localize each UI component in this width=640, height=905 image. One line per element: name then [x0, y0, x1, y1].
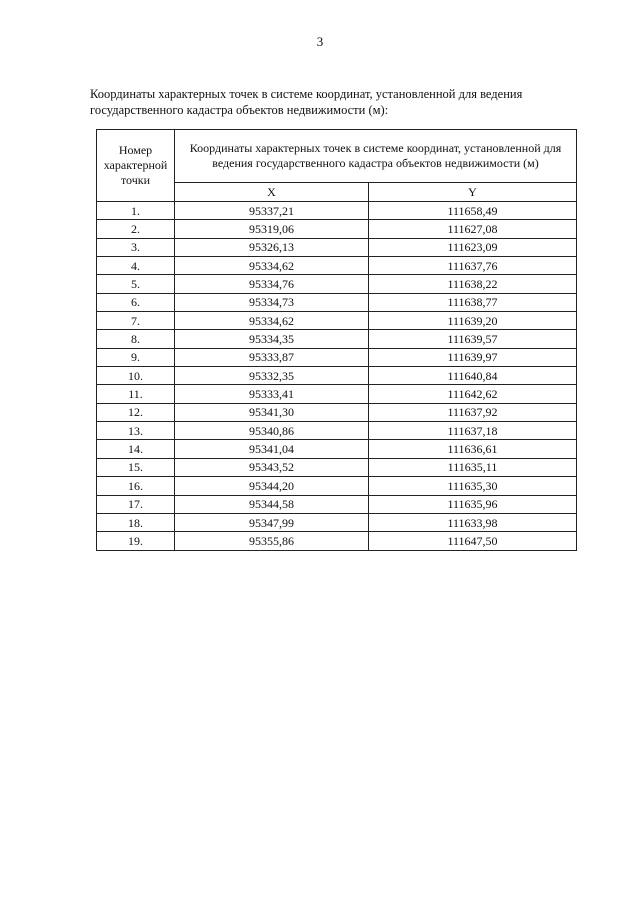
- coordinates-table: [96, 129, 577, 551]
- table-row: [97, 422, 577, 440]
- table-row: [97, 458, 577, 476]
- x-coordinate-cell: 95341,04: [175, 440, 369, 458]
- table-row: [97, 330, 577, 348]
- point-number-cell: 5.: [97, 275, 175, 293]
- y-coordinate-cell: 111636,61: [369, 440, 577, 458]
- x-coordinate-cell: 95337,21: [175, 202, 369, 220]
- table-row: [97, 495, 577, 513]
- point-number-cell: 7.: [97, 312, 175, 330]
- x-coordinate-cell: 95341,30: [175, 403, 369, 421]
- point-number-cell: 10.: [97, 367, 175, 385]
- x-coordinate-cell: 95344,20: [175, 477, 369, 495]
- y-coordinate-cell: 111637,92: [369, 403, 577, 421]
- table-row: [97, 385, 577, 403]
- y-coordinate-cell: 111640,84: [369, 367, 577, 385]
- y-coordinate-cell: 111647,50: [369, 532, 577, 550]
- point-number-cell: 12.: [97, 403, 175, 421]
- x-coordinate-cell: 95319,06: [175, 220, 369, 238]
- table-row: [97, 367, 577, 385]
- y-coordinate-cell: 111627,08: [369, 220, 577, 238]
- header-x: X: [175, 183, 369, 202]
- table-row: [97, 513, 577, 531]
- table-row: [97, 312, 577, 330]
- point-number-cell: 6.: [97, 293, 175, 311]
- y-coordinate-cell: 111637,76: [369, 257, 577, 275]
- point-number-cell: 11.: [97, 385, 175, 403]
- point-number-cell: 19.: [97, 532, 175, 550]
- y-coordinate-cell: 111635,96: [369, 495, 577, 513]
- table-row: [97, 238, 577, 256]
- y-coordinate-cell: 111637,18: [369, 422, 577, 440]
- table-row: [97, 348, 577, 366]
- x-coordinate-cell: 95347,99: [175, 513, 369, 531]
- y-coordinate-cell: 111639,57: [369, 330, 577, 348]
- header-coordinates: Координаты характерных точек в системе координат, установленной для ведения государственного кадастра объектов недвижимости (м): [175, 130, 577, 183]
- x-coordinate-cell: 95332,35: [175, 367, 369, 385]
- table-row: [97, 257, 577, 275]
- table-row: [97, 293, 577, 311]
- x-coordinate-cell: 95334,62: [175, 257, 369, 275]
- x-coordinate-cell: 95333,87: [175, 348, 369, 366]
- page-number: 3: [316, 34, 324, 49]
- table-row: [97, 440, 577, 458]
- point-number-cell: 4.: [97, 257, 175, 275]
- y-coordinate-cell: 111639,97: [369, 348, 577, 366]
- y-coordinate-cell: 111658,49: [369, 202, 577, 220]
- x-coordinate-cell: 95355,86: [175, 532, 369, 550]
- point-number-cell: 17.: [97, 495, 175, 513]
- point-number-cell: 1.: [97, 202, 175, 220]
- point-number-cell: 8.: [97, 330, 175, 348]
- point-number-cell: 3.: [97, 238, 175, 256]
- point-number-cell: 16.: [97, 477, 175, 495]
- y-coordinate-cell: 111623,09: [369, 238, 577, 256]
- y-coordinate-cell: 111642,62: [369, 385, 577, 403]
- y-coordinate-cell: 111639,20: [369, 312, 577, 330]
- x-coordinate-cell: 95343,52: [175, 458, 369, 476]
- y-coordinate-cell: 111638,22: [369, 275, 577, 293]
- point-number-cell: 18.: [97, 513, 175, 531]
- table-row: [97, 275, 577, 293]
- table-row: [97, 532, 577, 550]
- x-coordinate-cell: 95334,35: [175, 330, 369, 348]
- x-coordinate-cell: 95334,62: [175, 312, 369, 330]
- point-number-cell: 9.: [97, 348, 175, 366]
- point-number-cell: 14.: [97, 440, 175, 458]
- y-coordinate-cell: 111638,77: [369, 293, 577, 311]
- table-body: [97, 202, 577, 551]
- x-coordinate-cell: 95334,76: [175, 275, 369, 293]
- table-row: [97, 220, 577, 238]
- x-coordinate-cell: 95334,73: [175, 293, 369, 311]
- point-number-cell: 13.: [97, 422, 175, 440]
- table-row: [97, 477, 577, 495]
- point-number-cell: 15.: [97, 458, 175, 476]
- table-row: [97, 403, 577, 421]
- x-coordinate-cell: 95333,41: [175, 385, 369, 403]
- x-coordinate-cell: 95340,86: [175, 422, 369, 440]
- header-y: Y: [369, 183, 577, 202]
- y-coordinate-cell: 111635,11: [369, 458, 577, 476]
- header-point-number: Номер характерной точки: [97, 130, 175, 202]
- x-coordinate-cell: 95326,13: [175, 238, 369, 256]
- y-coordinate-cell: 111635,30: [369, 477, 577, 495]
- point-number-cell: 2.: [97, 220, 175, 238]
- y-coordinate-cell: 111633,98: [369, 513, 577, 531]
- x-coordinate-cell: 95344,58: [175, 495, 369, 513]
- table-row: [97, 202, 577, 220]
- intro-paragraph: Координаты характерных точек в системе координат, установленной для ведения государственного кадастра объектов недвижимости (м):: [90, 87, 523, 117]
